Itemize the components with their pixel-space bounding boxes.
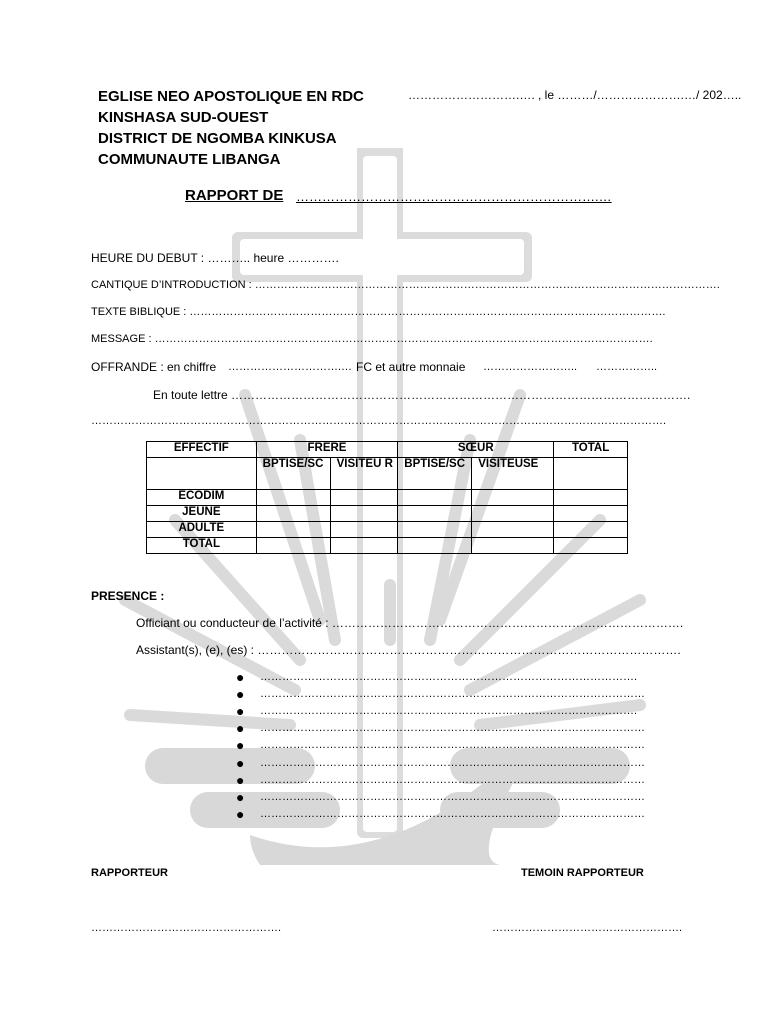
table-cell[interactable] bbox=[330, 538, 398, 554]
table-cell[interactable] bbox=[256, 538, 330, 554]
temoin-signature-line: ……………………………………………. bbox=[492, 922, 683, 934]
row-label-ecodim: ECODIM bbox=[147, 490, 257, 506]
amount-in-words-field: En toute lettre ……………………………………………………………………………………………………. bbox=[153, 388, 691, 402]
assistant-line: …………………………………………………………………………………………… bbox=[260, 790, 645, 803]
table-cell[interactable] bbox=[330, 522, 398, 538]
table-cell[interactable] bbox=[554, 538, 628, 554]
bullet-icon: ● bbox=[236, 720, 245, 737]
other-currency-blank-1: …………………….. bbox=[483, 361, 578, 373]
empty-cell bbox=[147, 458, 257, 490]
table-row bbox=[147, 538, 628, 554]
report-title: RAPPORT DE bbox=[185, 187, 284, 204]
col-total: TOTAL bbox=[554, 442, 628, 458]
table-cell[interactable] bbox=[398, 506, 472, 522]
assistant-line: …………………………………………………………………………………………… bbox=[260, 773, 645, 786]
empty-cell bbox=[554, 458, 628, 490]
message-field: MESSAGE : ………………………………………………………………………………………………………………………. bbox=[91, 333, 653, 345]
church-name: EGLISE NEO APOSTOLIQUE EN RDC bbox=[98, 88, 364, 105]
bullet-icon: ● bbox=[236, 737, 245, 754]
assistant-line: …………………………………………………………………………………………… bbox=[260, 722, 645, 735]
table-row bbox=[147, 522, 628, 538]
table-row bbox=[147, 506, 628, 522]
table-cell[interactable] bbox=[472, 490, 554, 506]
col-frere: FRERE bbox=[256, 442, 398, 458]
bullet-icon: ● bbox=[236, 669, 245, 685]
table-cell[interactable] bbox=[554, 522, 628, 538]
bullet-icon: ● bbox=[236, 771, 245, 788]
district-name: DISTRICT DE NGOMBA KINKUSA bbox=[98, 130, 337, 147]
rapporteur-label: RAPPORTEUR bbox=[91, 867, 169, 879]
assistant-line: …………………………………………………………………………………………. bbox=[260, 705, 638, 718]
amount-continuation-line: …………………………………………………………………………………………………………………………………………. bbox=[91, 415, 667, 427]
offering-label: OFFRANDE : en chiffre bbox=[91, 360, 217, 374]
assistant-line: …………………………………………………………………………………………… bbox=[260, 688, 645, 701]
table-cell[interactable] bbox=[398, 490, 472, 506]
opening-hymn-field: CANTIQUE D’INTRODUCTION : ………………………………………………………………………………………………………………. bbox=[91, 279, 720, 291]
table-cell[interactable] bbox=[472, 506, 554, 522]
offering-amount-blank: ………………………….… bbox=[228, 361, 353, 373]
table-cell[interactable] bbox=[256, 522, 330, 538]
attendance-table bbox=[146, 441, 628, 554]
rapporteur-signature-line: ……………………………………………. bbox=[91, 922, 282, 934]
col-effectif: EFFECTIF bbox=[147, 442, 257, 458]
other-currency-blank-2: …………….. bbox=[596, 361, 658, 373]
table-cell[interactable] bbox=[554, 506, 628, 522]
bible-text-field: TEXTE BIBLIQUE : …………………………………………………………………………………………………………………. bbox=[91, 306, 666, 318]
sub-bptise-frere: BPTISE/SC bbox=[256, 458, 330, 490]
table-cell[interactable] bbox=[472, 538, 554, 554]
row-label-adulte: ADULTE bbox=[147, 522, 257, 538]
start-time-field: HEURE DU DEBUT : ……….. heure …………. bbox=[91, 251, 339, 265]
sub-visiteuse: VISITEUSE bbox=[472, 458, 554, 490]
bullet-icon: ● bbox=[236, 788, 245, 805]
temoin-rapporteur-label: TEMOIN RAPPORTEUR bbox=[521, 867, 644, 879]
assistants-field: Assistant(s), (e), (es) : ……………………………………………………………………………………………. bbox=[136, 643, 681, 657]
region-name: KINSHASA SUD-OUEST bbox=[98, 109, 269, 126]
bullet-icon: ● bbox=[236, 686, 245, 703]
other-currency-label: FC et autre monnaie bbox=[356, 360, 466, 374]
officiant-field: Officiant ou conducteur de l’activité : ……………………………………………………………………………. bbox=[136, 616, 684, 630]
table-cell[interactable] bbox=[472, 522, 554, 538]
table-header-row bbox=[147, 442, 628, 458]
assistant-line: …………………………………………………………………………………………… bbox=[260, 756, 645, 769]
table-row bbox=[147, 490, 628, 506]
bullet-icon: ● bbox=[236, 754, 245, 771]
date-line: ……………………….…. , le ………/………………….…/ 202….. bbox=[408, 88, 742, 102]
report-title-blank: …………………………………………………………….… bbox=[296, 189, 612, 204]
sub-bptise-soeur: BPTISE/SC bbox=[398, 458, 472, 490]
col-soeur: SŒUR bbox=[398, 442, 554, 458]
row-label-total: TOTAL bbox=[147, 538, 257, 554]
table-cell[interactable] bbox=[398, 538, 472, 554]
presence-heading: PRESENCE : bbox=[91, 589, 165, 603]
table-subheader-row bbox=[147, 458, 628, 490]
table-cell[interactable] bbox=[398, 522, 472, 538]
sub-visiteur: VISITEU R bbox=[330, 458, 398, 490]
table-cell[interactable] bbox=[256, 490, 330, 506]
table-cell[interactable] bbox=[256, 506, 330, 522]
table-cell[interactable] bbox=[330, 506, 398, 522]
bullet-icon: ● bbox=[236, 805, 245, 822]
assistant-line: …………………………………………………………………………………………. bbox=[260, 671, 638, 683]
assistant-line: …………………………………………………………………………………………… bbox=[260, 739, 645, 752]
bullet-icon: ● bbox=[236, 703, 245, 720]
table-cell[interactable] bbox=[554, 490, 628, 506]
row-label-jeune: JEUNE bbox=[147, 506, 257, 522]
assistant-line: …………………………………………………………………………………………… bbox=[260, 807, 645, 820]
community-name: COMMUNAUTE LIBANGA bbox=[98, 151, 281, 168]
table-cell[interactable] bbox=[330, 490, 398, 506]
